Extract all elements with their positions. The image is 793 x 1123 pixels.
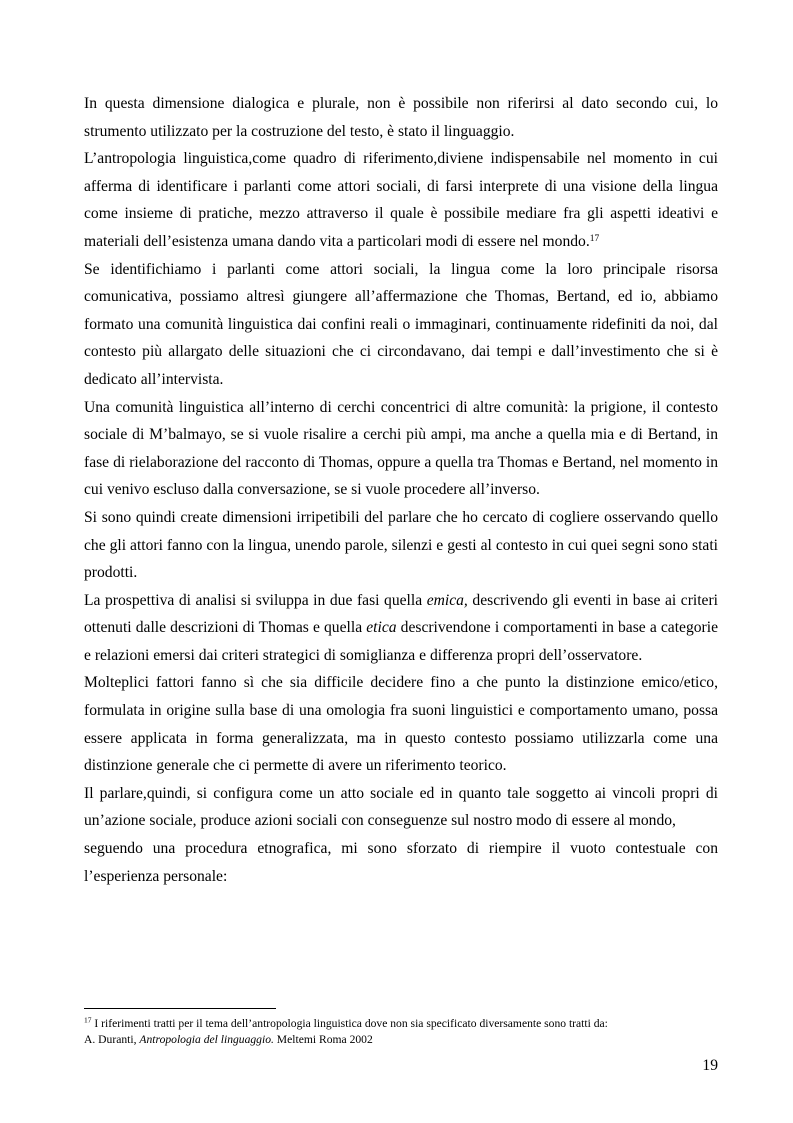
paragraph: In questa dimensione dialogica e plurale, non è possibile non riferirsi al dato secondo cui, lo strumento utilizzato per la costruzione del testo, è stato il linguaggio.	[84, 95, 718, 140]
body-text	[84, 90, 718, 890]
paragraph: Il parlare,quindi, si configura come un atto sociale ed in quanto tale soggetto ai vincoli propri di un’azione sociale, produce azioni sociali con conseguenze sul nostro modo di essere al mondo,	[84, 784, 718, 830]
paragraph: Una comunità linguistica all’interno di cerchi concentrici di altre comunità: la prigione, il contesto sociale di M’balmayo, se si vuole risalire a cerchi più ampi, ma anche a quella mia e di Bertand, in fase di rielaborazione del racconto di Thomas, oppure a quella tra Thomas e Bertand, nel momento in cui venivo escluso dalla conversazione, se si vuole procedere all’inverso.	[84, 398, 718, 499]
footnote	[84, 1016, 724, 1047]
footnote-line: $^{17}$ I riferimenti tratti per il tema dell’antropologia linguistica dove non sia specificato diversamente sono tratti da:	[84, 1015, 608, 1030]
paragraph: Si sono quindi create dimensioni irripetibili del parlare che ho cercato di cogliere osservando quello che gli attori fanno con la lingua, unendo parole, silenzi e gesti al contesto in cui quei segni sono stati prodotti.	[84, 508, 718, 582]
term-etica: etica	[366, 619, 397, 637]
footnote-reference[interactable]: 17	[589, 233, 600, 244]
paragraph: seguendo una procedura etnografica, mi sono sforzato di riempire il vuoto contestuale con l’esperienza personale:	[84, 840, 718, 885]
paragraph: L’antropologia linguistica,come quadro di riferimento,diviene indispensabile nel momento in cui afferma di identificare i parlanti come attori sociali, di farsi interprete di una visione della lingua come insieme di pratiche, mezzo attraverso il quale è possibile mediare fra gli aspetti ideativi e materiali dell’esistenza umana dando vita a particolari modi di essere nel mondo.$^{17}$	[84, 150, 718, 250]
term-emica: emica,	[426, 591, 468, 609]
footnote-separator	[84, 1008, 276, 1009]
book-title: Antropologia del linguaggio.	[139, 1032, 274, 1046]
footnote-citation: A. Duranti, Antropologia del linguaggio. Meltemi Roma 2002	[84, 1032, 373, 1046]
paragraph: La prospettiva di analisi si sviluppa in due fasi quella emica, descrivendo gli eventi in base ai criteri ottenuti dalle descrizioni di Thomas e quella etica descrivendone i comportamenti in base a categorie e relazioni emersi dai criteri strategici di somiglianza e differenza propri dell’osservatore.	[84, 591, 718, 664]
paragraph: Se identifichiamo i parlanti come attori sociali, la lingua come la loro principale risorsa comunicativa, possiamo altresì giungere all’affermazione che Thomas, Bertand, ed io, abbiamo formato una comunità linguistica dai confini reali o immaginari, continuamente ridefiniti da noi, dal contesto più allargato delle situazioni che ci circondavano, dai tempi e dall’investimento che si è dedicato all’intervista.	[84, 260, 718, 388]
footnote-number: 17	[84, 1015, 92, 1025]
paragraph: Molteplici fattori fanno sì che sia difficile decidere fino a che punto la distinzione emico/etico, formulata in origine sulla base di una omologia fra suoni linguistici e comportamento umano, possa essere applicata in forma generalizzata, ma in questo contesto possiamo utilizzarla come una distinzione generale che ci permette di avere un riferimento teorico.	[84, 674, 718, 775]
page-number: 19	[702, 1057, 718, 1074]
